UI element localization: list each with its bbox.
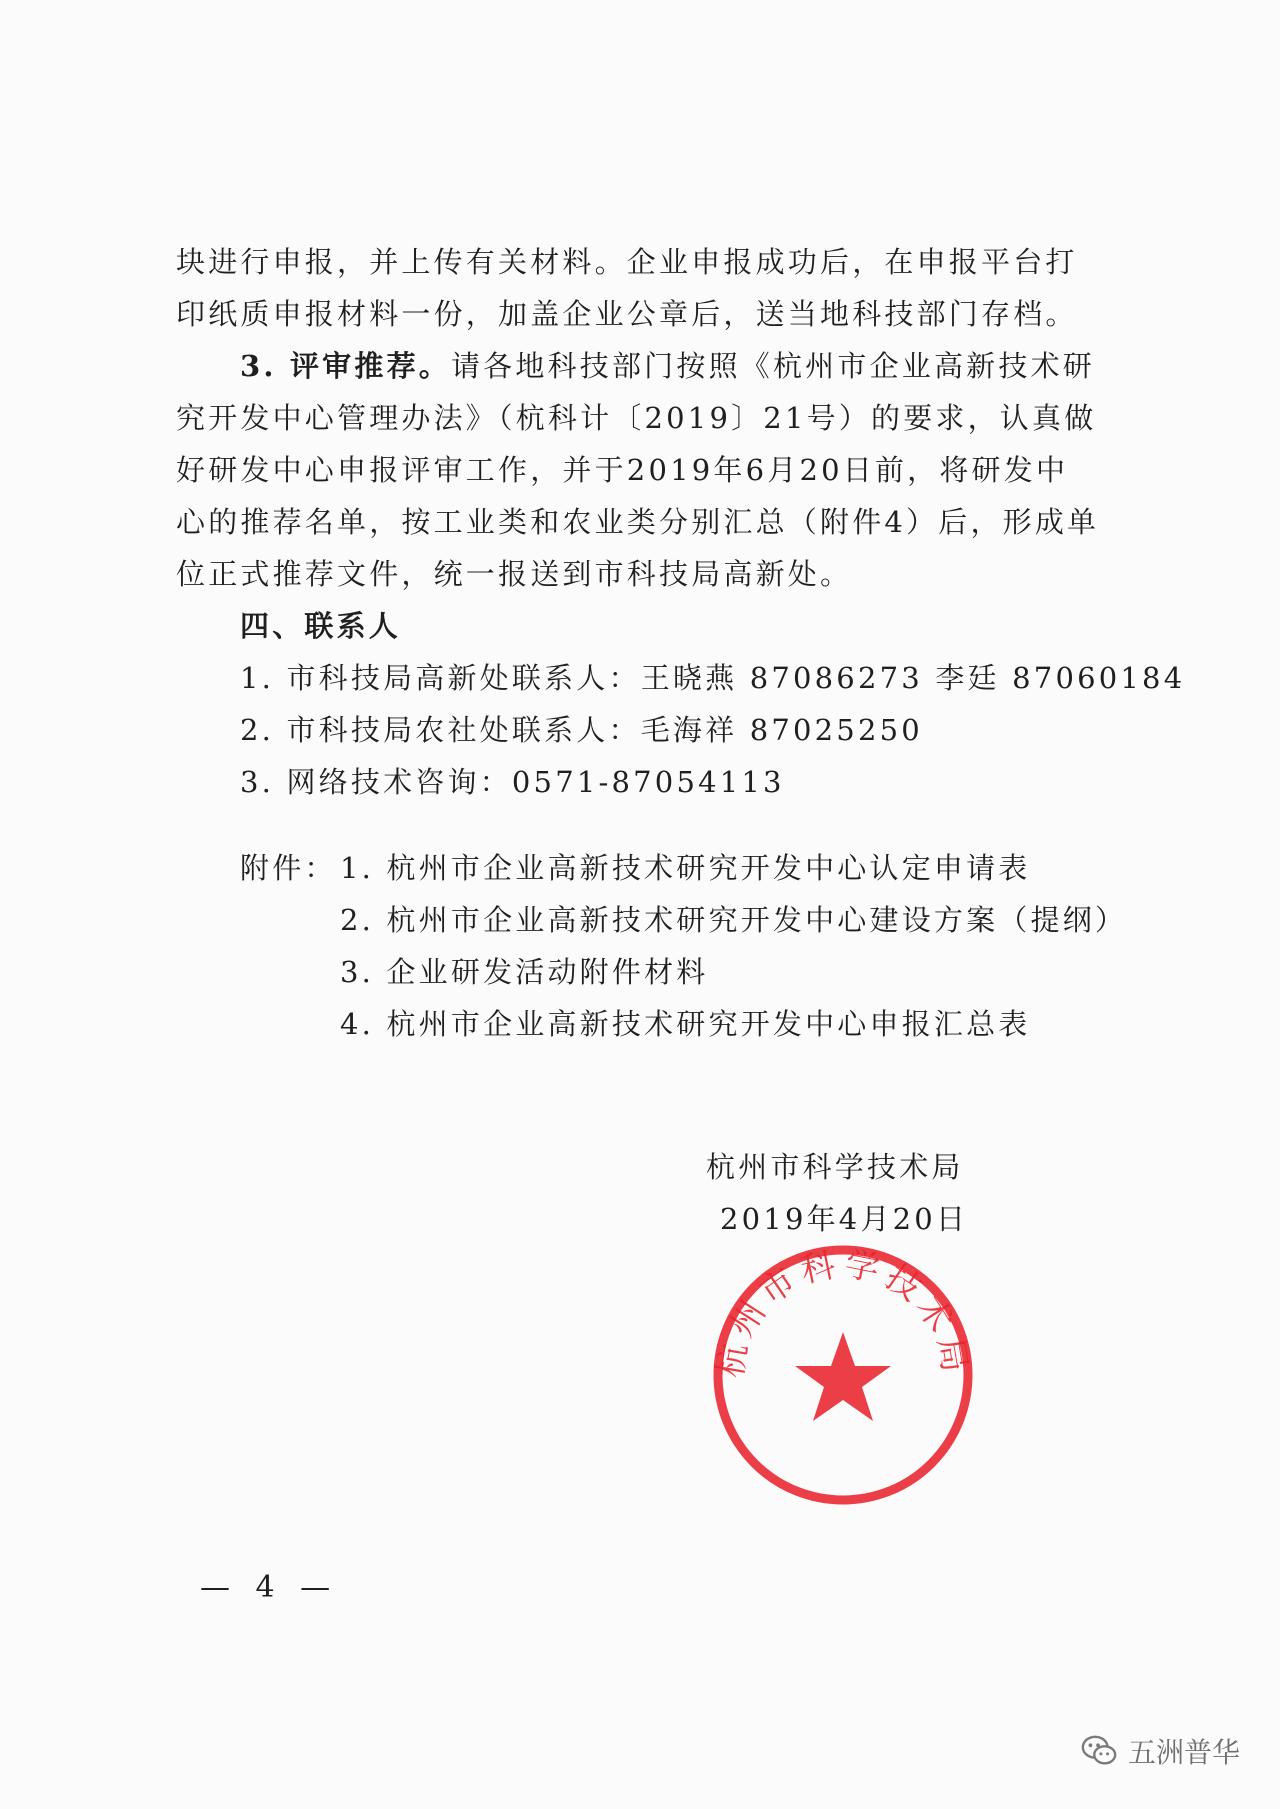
wechat-icon bbox=[1080, 1732, 1118, 1770]
body-line-5: 好研发中心申报评审工作，并于2019年6月20日前，将研发中 bbox=[176, 453, 1069, 487]
svg-text:杭州市科学技术局: 杭州市科学技术局 bbox=[710, 1244, 976, 1381]
contact-2: 2. 市科技局农社处联系人：毛海祥 87025250 bbox=[240, 713, 923, 747]
attachments-label: 附件： bbox=[240, 851, 337, 885]
body-line-1: 块进行申报，并上传有关材料。企业申报成功后，在申报平台打 bbox=[176, 245, 1078, 279]
page-number: — 4 — bbox=[200, 1570, 339, 1605]
body-line-3: 请各地科技部门按照《杭州市企业高新技术研 bbox=[450, 349, 1095, 383]
body-line-2: 印纸质申报材料一份，加盖企业公章后，送当地科技部门存档。 bbox=[176, 297, 1078, 331]
official-seal bbox=[708, 1240, 978, 1510]
section-heading: 四、联系人 bbox=[240, 609, 402, 643]
review-heading: 3. 评审推荐。 bbox=[240, 349, 451, 383]
body-line-7: 位正式推荐文件，统一报送到市科技局高新处。 bbox=[176, 557, 853, 591]
attachment-1: 1. 杭州市企业高新技术研究开发中心认定申请表 bbox=[340, 851, 1031, 885]
watermark bbox=[1080, 1731, 1240, 1771]
body-line-6: 心的推荐名单，按工业类和农业类分别汇总（附件4）后，形成单 bbox=[176, 505, 1100, 539]
attachment-3: 3. 企业研发活动附件材料 bbox=[340, 955, 709, 989]
attachment-2: 2. 杭州市企业高新技术研究开发中心建设方案（提纲） bbox=[340, 903, 1128, 937]
contact-3: 3. 网络技术咨询：0571-87054113 bbox=[240, 765, 785, 799]
review-paragraph bbox=[240, 346, 1120, 386]
seal-star-icon bbox=[795, 1332, 891, 1421]
issue-date: 2019年4月20日 bbox=[720, 1202, 969, 1236]
contact-1: 1. 市科技局高新处联系人：王晓燕 87086273 李廷 87060184 bbox=[240, 661, 1186, 695]
body-line-4: 究开发中心管理办法》（杭科计〔2019〕21号）的要求，认真做 bbox=[176, 401, 1097, 435]
attachment-4: 4. 杭州市企业高新技术研究开发中心申报汇总表 bbox=[340, 1007, 1031, 1041]
issuer-name: 杭州市科学技术局 bbox=[706, 1150, 964, 1184]
watermark-text: 五洲普华 bbox=[1127, 1736, 1240, 1769]
